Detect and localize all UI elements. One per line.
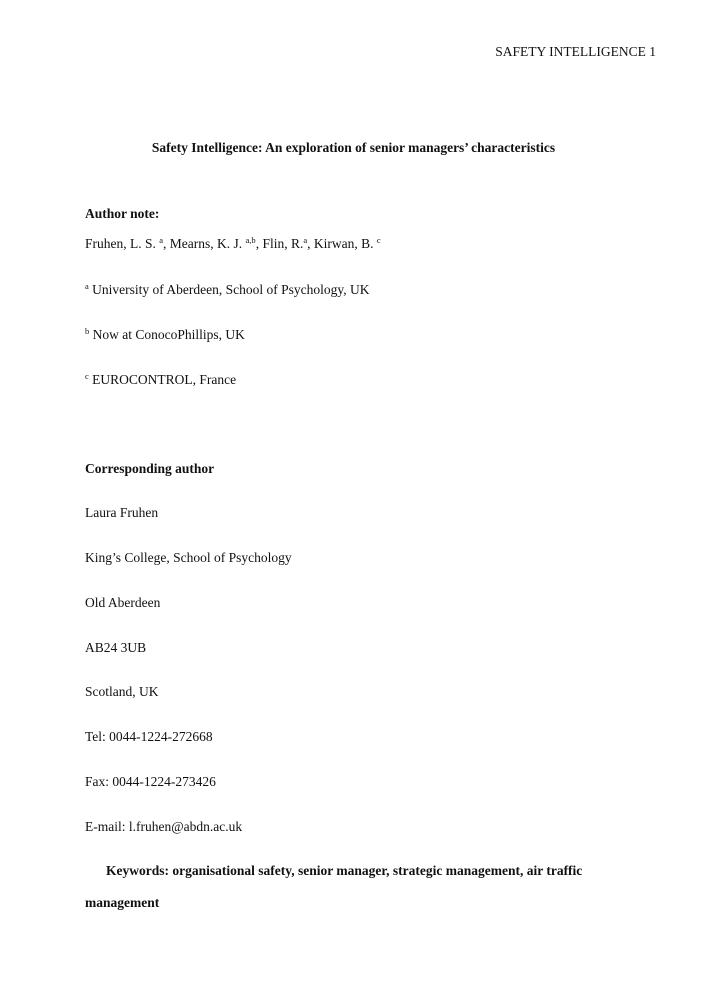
author-name: Fruhen, L. S. (85, 236, 160, 251)
author-affiliation-mark: a (159, 235, 164, 245)
corresponding-tel: Tel: 0044-1224-272668 (85, 729, 213, 744)
author-name: Kirwan, B. (313, 236, 377, 251)
affiliation-mark: b (85, 326, 90, 336)
affiliation-text: Now at ConocoPhillips, UK (89, 327, 245, 342)
corresponding-postcode: AB24 3UB (85, 640, 147, 655)
corresponding-city: Old Aberdeen (85, 595, 161, 610)
author-list (85, 236, 381, 252)
affiliation-text: EUROCONTROL, France (88, 372, 237, 387)
author-affiliation-mark: a (303, 235, 308, 245)
affiliation-mark: c (85, 371, 89, 381)
affiliation-mark: a (85, 281, 89, 291)
affiliation-line (85, 327, 245, 343)
corresponding-fax: Fax: 0044-1224-273426 (85, 774, 216, 789)
corresponding-author-heading: Corresponding author (85, 461, 215, 476)
author-note-heading: Author note: (85, 206, 160, 221)
author-name: Flin, R. (262, 236, 304, 251)
author-affiliation-mark: a,b (245, 235, 256, 245)
running-head: SAFETY INTELLIGENCE 1 (495, 44, 656, 59)
corresponding-email: E-mail: l.fruhen@abdn.ac.uk (85, 819, 243, 834)
author-name: Mearns, K. J. (169, 236, 246, 251)
affiliation-line (85, 372, 236, 388)
author-separator: , (255, 236, 263, 251)
author-separator: , (163, 236, 170, 251)
paper-title: Safety Intelligence: An exploration of senior managers’ characteristics (151, 140, 556, 155)
affiliation-line (85, 282, 370, 298)
author-affiliation-mark: c (376, 235, 381, 245)
affiliation-text: University of Aberdeen, School of Psychology, UK (88, 282, 370, 297)
corresponding-name: Laura Fruhen (85, 505, 159, 520)
corresponding-institution: King’s College, School of Psychology (85, 550, 292, 565)
corresponding-country: Scotland, UK (85, 684, 159, 699)
keywords-line: Keywords: organisational safety, senior manager, strategic management, air traffic (106, 863, 583, 878)
author-separator: , (307, 236, 314, 251)
keywords-line-continued: management (85, 895, 160, 910)
